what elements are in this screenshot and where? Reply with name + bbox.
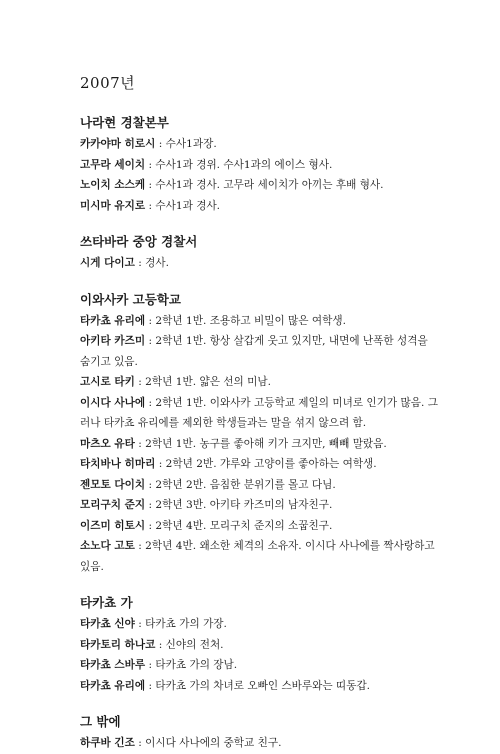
character-entry (80, 536, 440, 577)
separator: : (145, 659, 156, 671)
character-name: 모리구치 준지 (80, 499, 146, 511)
character-entry (80, 454, 440, 475)
section (80, 593, 440, 696)
character-description: 2학년 2반. 음침한 분위기를 몰고 다님. (155, 478, 336, 491)
separator: : (145, 335, 156, 347)
separator: : (145, 519, 156, 532)
separator: : (134, 376, 146, 388)
section-title: 쓰타바라 중앙 경찰서 (80, 234, 198, 249)
character-description: 타카쵸 가의 가장. (145, 618, 227, 630)
character-description: 2학년 3반. 아키타 카즈미의 남자친구. (155, 499, 333, 511)
character-entry (80, 676, 440, 697)
character-entry (80, 253, 440, 274)
separator: : (134, 618, 146, 630)
character-name: 마츠오 유타 (80, 437, 135, 450)
character-name: 아키타 카즈미 (80, 335, 146, 347)
character-entry (80, 331, 440, 372)
separator: : (134, 540, 146, 552)
section (80, 290, 440, 578)
character-description: 신야의 전처. (165, 638, 224, 651)
character-entry (80, 311, 440, 332)
section-title: 타카쵸 가 (80, 595, 133, 610)
separator: : (145, 179, 156, 191)
character-description: 경사. (145, 257, 170, 269)
character-description: 2학년 1반. 조용하고 비밀이 많은 여학생. (155, 314, 346, 327)
character-description: 타카쵸 가의 차녀로 오빠인 스바루와는 띠동갑. (155, 679, 371, 692)
character-name: 소노다 고토 (80, 540, 135, 552)
character-entry (80, 655, 440, 676)
character-name: 노이치 소스케 (80, 179, 146, 191)
separator: : (155, 138, 166, 150)
section-title: 나라현 경찰본부 (80, 115, 169, 130)
separator: : (134, 257, 146, 269)
year-heading: 2007년 (80, 74, 136, 92)
character-description: 타카쵸 가의 장남. (155, 659, 238, 671)
character-name: 이시다 사나에 (80, 396, 146, 409)
section-title: 그 밖에 (80, 714, 121, 729)
character-name: 카카야마 히로시 (80, 138, 156, 150)
character-description: 이시다 사나에의 중학교 친구. (145, 737, 282, 749)
separator: : (155, 458, 166, 470)
character-entry (80, 733, 440, 754)
separator: : (145, 314, 156, 327)
character-entry (80, 635, 440, 656)
character-description: 2학년 2반. 갸루와 고양이를 좋아하는 여학생. (165, 458, 377, 470)
character-description: 2학년 1반. 이와사카 고등학교 제일의 미녀로 인기가 많음. 그러나 타카쵸 유리에를 제외한 학생들과는 말을 섞지 않으려 함. (80, 396, 438, 429)
character-entry (80, 434, 440, 455)
character-name: 타카토리 하나코 (80, 638, 156, 651)
separator: : (134, 437, 146, 450)
character-entry (80, 393, 440, 434)
character-entry (80, 516, 440, 537)
character-name: 고무라 세이치 (80, 158, 146, 171)
character-entry (80, 475, 440, 496)
character-name: 타카쵸 신야 (80, 618, 135, 630)
character-name: 하쿠바 긴조 (80, 737, 135, 749)
character-name: 시게 다이고 (80, 257, 135, 269)
character-entry (80, 134, 440, 155)
separator: : (145, 679, 156, 692)
character-name: 타카쵸 유리에 (80, 314, 146, 327)
character-entry (80, 614, 440, 635)
character-entry (80, 372, 440, 393)
separator: : (145, 499, 156, 511)
character-description: 2학년 1반. 농구를 좋아해 키가 크지만, 빼빼 말랐음. (145, 437, 387, 450)
character-description: 수사1과 경사. 고무라 세이치가 아끼는 후배 형사. (155, 179, 384, 191)
section (80, 232, 440, 274)
separator: : (145, 478, 156, 491)
section-title: 이와사카 고등학교 (80, 291, 181, 307)
character-entry (80, 175, 440, 196)
section (80, 113, 440, 216)
character-description: 수사1과 경사. (155, 199, 221, 212)
character-list (80, 113, 440, 754)
separator: : (134, 737, 146, 749)
section (80, 712, 440, 754)
separator: : (145, 199, 156, 212)
character-entry (80, 495, 440, 516)
character-description: 2학년 1반. 항상 살갑게 웃고 있지만, 내면에 난폭한 성격을 숨기고 있음. (80, 335, 428, 368)
character-description: 2학년 4반. 왜소한 체격의 소유자. 이시다 사나에를 짝사랑하고 있음. (80, 540, 435, 573)
character-name: 고시로 타키 (80, 376, 135, 388)
character-name: 타카쵸 유리에 (80, 679, 146, 692)
separator: : (145, 396, 156, 409)
character-description: 수사1과 경위. 수사1과의 에이스 형사. (155, 158, 333, 171)
character-name: 타치바나 히마리 (80, 458, 156, 470)
character-name: 이즈미 히토시 (80, 519, 146, 532)
character-entry (80, 155, 440, 176)
character-name: 미시마 유지로 (80, 199, 146, 212)
separator: : (155, 638, 166, 651)
character-description: 2학년 1반. 얇은 선의 미남. (145, 376, 271, 388)
separator: : (145, 158, 156, 171)
character-name: 젠모토 다이치 (80, 478, 146, 491)
character-name: 타카쵸 스바루 (80, 659, 146, 671)
character-entry (80, 196, 440, 217)
character-description: 수사1과장. (165, 138, 217, 150)
character-description: 2학년 4반. 모리구치 준지의 소꿉친구. (155, 519, 333, 532)
